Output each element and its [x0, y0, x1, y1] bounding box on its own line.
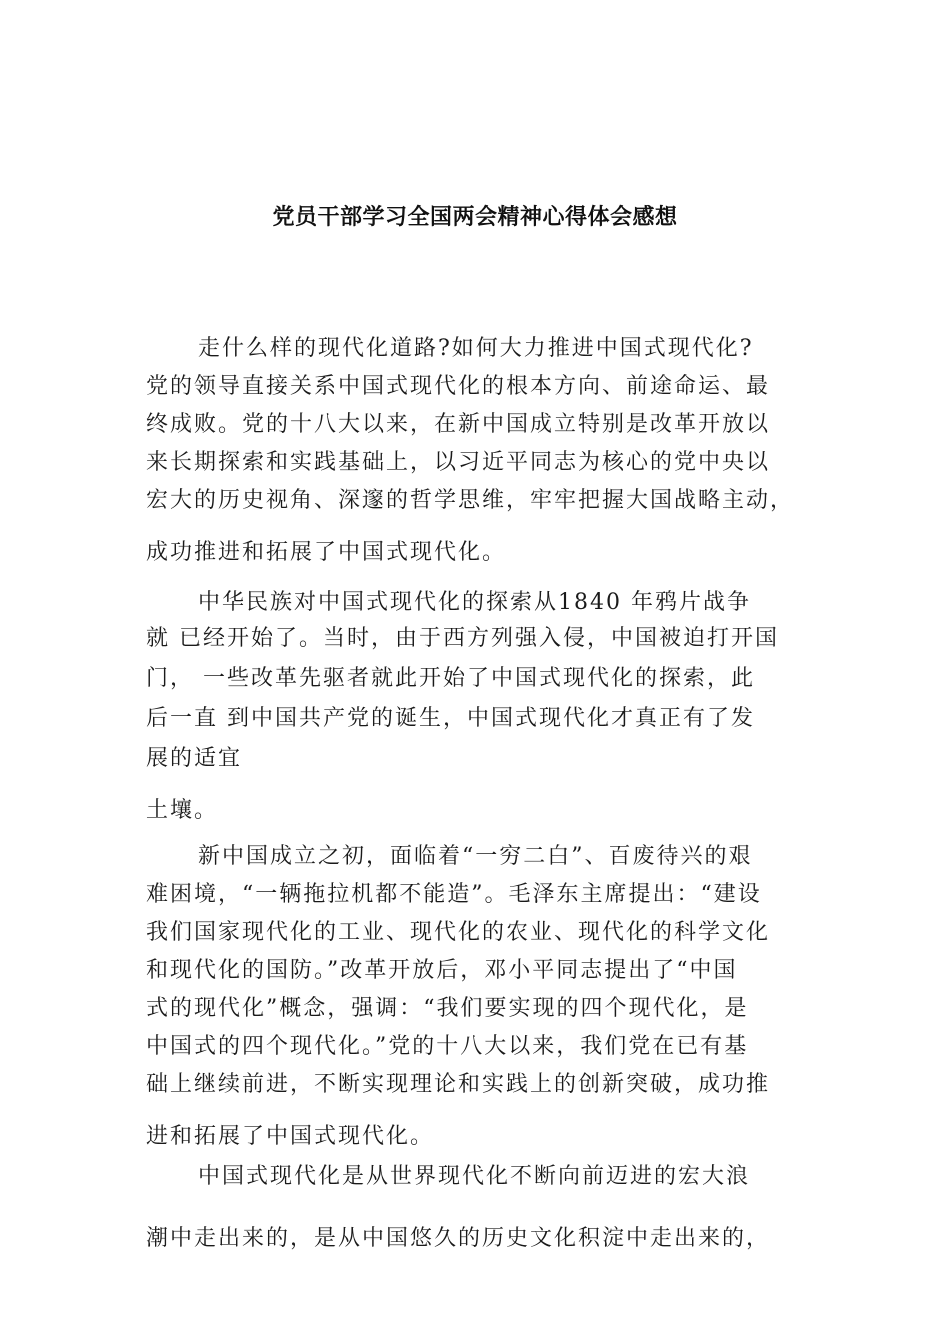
text-line: 础上继续前进，不断实现理论和实践上的创新突破，成功推	[146, 1072, 771, 1097]
text-line: 和现代化的国防。”改革开放后，邓小平同志提出了“中国	[146, 958, 738, 983]
text-line: 土壤。	[146, 798, 219, 823]
text-line: 我们国家现代化的工业、现代化的农业、现代化的科学文化	[146, 920, 771, 945]
text-line: 中华民族对中国式现代化的探索从1840 年鸦片战争	[198, 590, 751, 615]
text-line: 成功推进和拓展了中国式现代化。	[146, 540, 507, 565]
text-line: 党的领导直接关系中国式现代化的根本方向、前途命运、最	[146, 374, 771, 399]
text-line: 来长期探索和实践基础上，以习近平同志为核心的党中央以	[146, 450, 771, 475]
text-line: 中国式的四个现代化。”党的十八大以来，我们党在已有基	[146, 1034, 749, 1059]
text-line: 就 已经开始了。当时，由于西方列强入侵，中国被迫打开国	[146, 626, 779, 651]
text-line: 门， 一些改革先驱者就此开始了中国式现代化的探索，此	[146, 666, 755, 691]
text-line: 展的适宜	[146, 746, 243, 771]
text-line: 进和拓展了中国式现代化。	[146, 1124, 435, 1149]
text-line: 走什么样的现代化道路?如何大力推进中国式现代化?	[198, 336, 754, 361]
text-line: 新中国成立之初，面临着“一穷二白”、百废待兴的艰	[198, 844, 753, 869]
document-title: 党员干部学习全国两会精神心得体会感想	[272, 205, 678, 230]
text-line: 终成败。党的十八大以来，在新中国成立特别是改革开放以	[146, 412, 771, 437]
text-line: 中国式现代化是从世界现代化不断向前迈进的宏大浪	[198, 1164, 751, 1189]
text-line: 式的现代化”概念，强调：“我们要实现的四个现代化，是	[146, 996, 749, 1021]
text-line: 难困境，“一辆拖拉机都不能造”。毛泽东主席提出：“建设	[146, 882, 762, 907]
text-line: 后一直 到中国共产党的诞生，中国式现代化才真正有了发	[146, 706, 755, 731]
text-line: 宏大的历史视角、深邃的哲学思维，牢牢把握大国战略主动，	[146, 488, 795, 513]
text-line: 潮中走出来的，是从中国悠久的历史文化积淀中走出来的，	[146, 1226, 771, 1251]
